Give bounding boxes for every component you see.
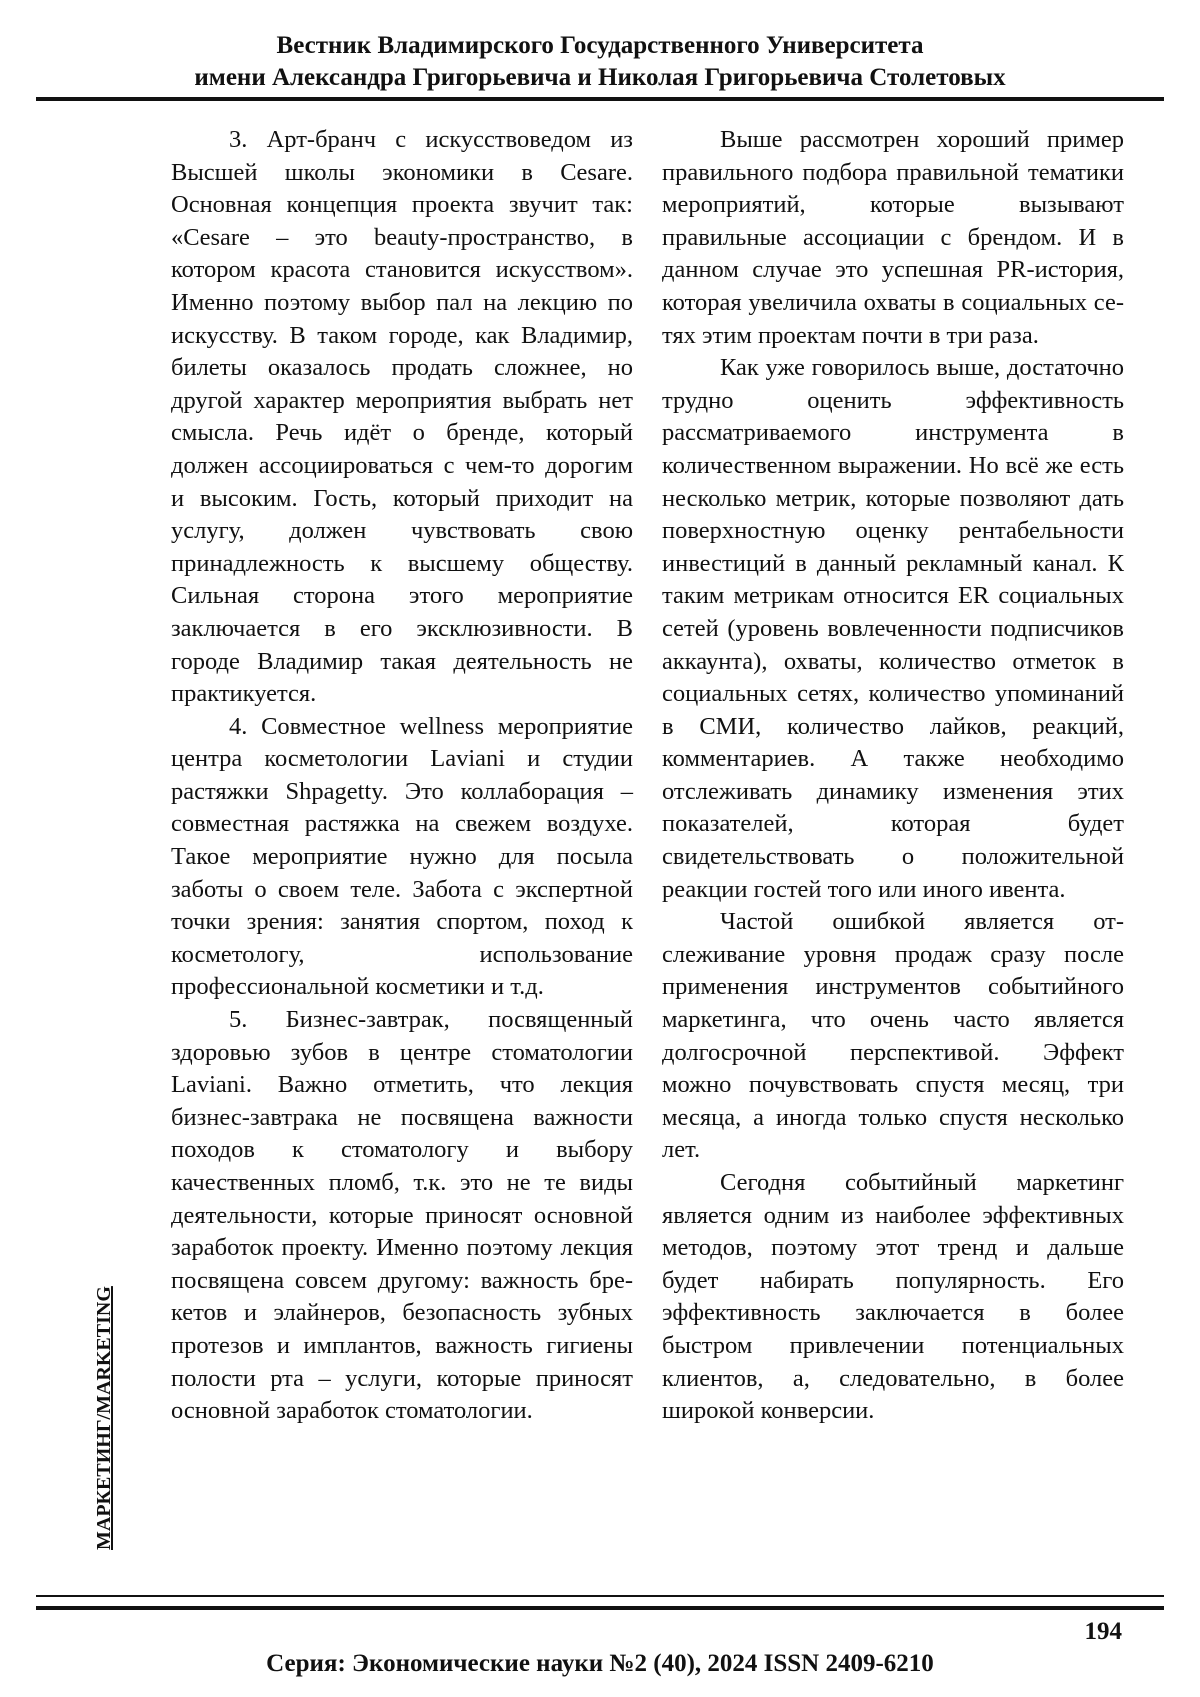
paragraph: Сегодня событийный маркетинг является одним из наиболее эффективных методов, поэтому этот тренд и дальше будет набирать популярность. Его эффективность заключается в более быстром привлечении потенциальных клиентов, а, следовательно, в более широкой конверсии.	[662, 1169, 1124, 1425]
footer-divider-thick	[36, 1606, 1164, 1610]
right-column	[662, 124, 1124, 1428]
paragraph: Выше рассмотрен хороший пример правильного подбора правильной тематики мероприятий, которые вызывают правильные ассоциации с брендом. И в данном случае это успешная PR-история, которая увеличила охваты в социальных сетях этим проектам почти в три раза.	[662, 126, 1124, 349]
journal-title-line-1: Вестник Владимирского Государственного Университета	[276, 32, 924, 59]
section-side-label-text: МАРКЕТИНГ/MARKETING	[93, 1286, 115, 1550]
left-column	[171, 124, 633, 1428]
paragraph: 5. Бизнес-завтрак, посвященный здоровью зубов в центре стоматологии Laviani. Важно отметить, что лекция бизнес-завтрака не посвящена важности походов к стоматологу и выбору качественных пломб, т.к. это не те виды деятельности, которые приносят основной заработок проекту. Именно поэтому лекция посвящена совсем другому: важность брекетов и элайнеров, безопасность зубных протезов и имплантов, важность гигиены полости рта – услуги, которые приносят основной заработок стоматологии.	[171, 1006, 633, 1425]
paragraph: Как уже говорилось выше, достаточно трудно оценить эффективность рассматриваемого инструмента в количественном выражении. Но всё же есть несколько метрик, которые позволяют дать поверхностную оценку рентабельности инвестиций в данный рекламный канал. К таким метрикам относится ER социальных сетей (уровень вовлеченности подписчиков аккаунта), охваты, количество отметок в социальных сетях, количество упоминаний в СМИ, количество лайков, реакций, комментариев. А также необходимо отслеживать динамику изменения этих показателей, которая будет свидетельствовать о положительной реакции гостей того или иного ивента.	[662, 354, 1124, 903]
journal-header	[40, 30, 1160, 94]
paragraph: 4. Совместное wellness мероприятие центра косметологии Laviani и студии растяжки Shpagetty. Это коллаборация – совместная растяжка на свежем воздухе. Такое мероприятие нужно для посыла заботы о своем теле. Забота с экспертной точки зрения: занятия спортом, поход к косметологу, использование профессиональной косметики и т.д.	[171, 712, 633, 1001]
journal-title-line-2: имени Александра Григорьевича и Николая Григорьевича Столетовых	[194, 64, 1006, 91]
series-footer: Серия: Экономические науки №2 (40), 2024 ISSN 2409-6210	[266, 1650, 934, 1677]
footer-divider-thin	[36, 1595, 1164, 1597]
page-number: 194	[1084, 1618, 1122, 1645]
header-divider	[36, 97, 1164, 101]
paragraph: Частой ошибкой является отслеживание уровня продаж сразу после применения инструментов событийного маркетинга, что очень часто является долгосрочной перспективой. Эффект можно почувствовать спустя месяц, три месяца, а иногда только спустя несколько лет.	[662, 908, 1124, 1164]
paragraph: 3. Арт-бранч с искусствоведом из Высшей школы экономики в Cesare. Основная концепция проекта звучит так: «Cesare – это beauty-пространство, в котором красота становится искусством». Именно поэтому выбор пал на лекцию по искусству. В таком городе, как Владимир, билеты оказалось продать сложнее, но другой характер мероприятия выбрать нет смысла. Речь идёт о бренде, который должен ассоциироваться с чем-то дорогим и высоким. Гость, который приходит на услугу, должен чувствовать свою принадлежность к высшему обществу. Сильная сторона этого мероприятие заключается в его эксклюзивности. В городе Владимир такая деятельность не практикуется.	[171, 126, 633, 708]
